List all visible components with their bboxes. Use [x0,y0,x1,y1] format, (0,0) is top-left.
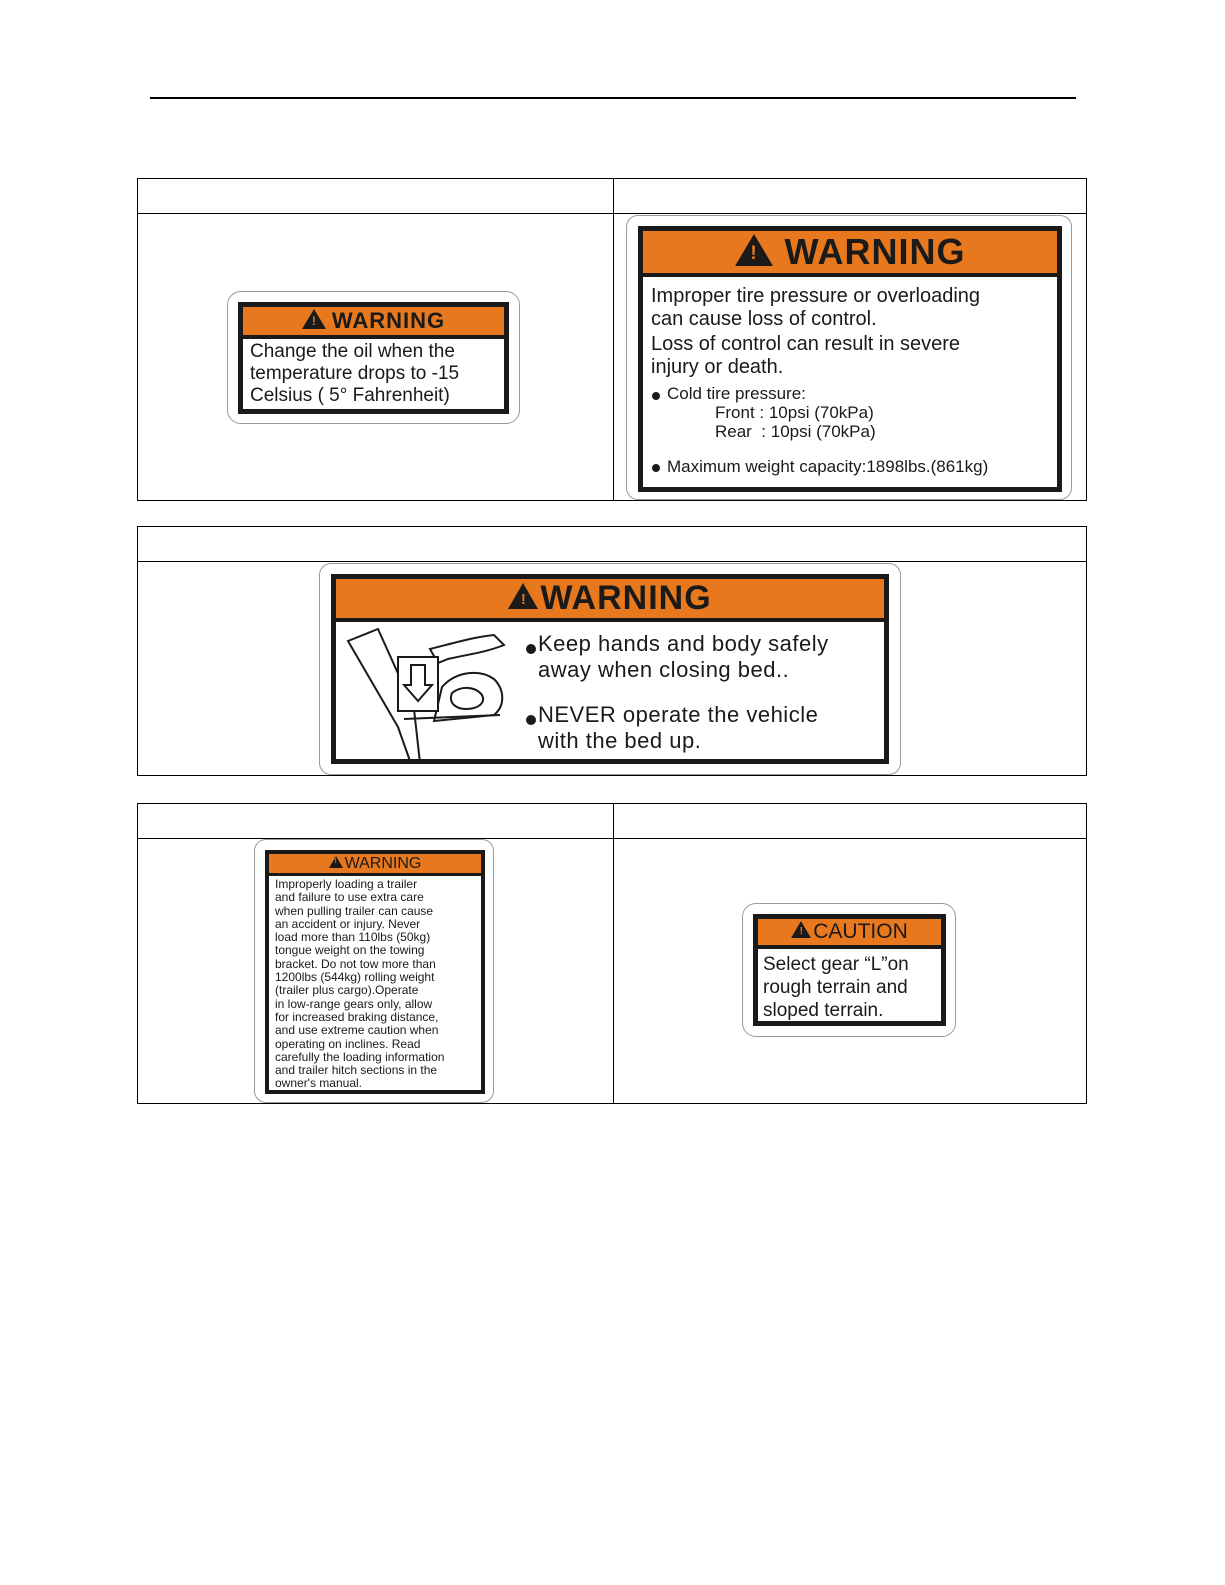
warning-triangle-icon: ! [508,583,538,614]
caution-triangle-icon: ! [791,921,811,943]
table2-header [138,527,1087,562]
oil-warning-text: Change the oil when the temperature drops to -15 Celsius ( 5° Fahrenheit) [250,341,460,406]
oil-signal-word: WARNING [331,308,446,333]
gear-label-cell [614,839,1087,1104]
warning-triangle-icon: ! [329,855,343,873]
bed-warning-sticker [319,563,901,775]
oil-warning-sticker [227,291,520,424]
trailer-label-cell [138,839,614,1104]
trailer-warning-text: Improperly loading a trailer and failure to use extra care when pulling trailer can cause an accident or injury. Never load more than 110lbs (50kg) tongue weight on the towing bracket. Do not tow more than 1200lbs (544kg) rolling weight (trailer plus cargo).Operate in low-range gears only, allow for increased braking distance, and use extreme caution when operating on inclines. Read carefully the loading information and trailer hitch sections in the owner's manual. [275,877,445,1091]
bed-signal-word: WARNING [540,579,712,617]
bed-warning-bullet1: Keep hands and body safely away when closing bed.. [538,631,829,682]
gear-caution-text: Select gear “L”on rough terrain and sloped terrain. [763,954,909,1021]
bullet-dot-icon [526,715,536,725]
bed-pinch-pictogram [344,623,514,763]
table1-header-left [138,179,614,214]
labels-table-2 [137,526,1087,776]
table3-header-right [614,804,1087,839]
tire-warning-line2: Loss of control can result in severe injury or death. [651,333,961,378]
tire-warning-line1: Improper tire pressure or overloading can cause loss of control. [651,285,981,330]
warning-triangle-icon: ! [735,234,773,271]
gear-caution-sticker [742,903,956,1037]
labels-table-1 [137,178,1087,501]
trailer-warning-sticker [254,839,494,1103]
trailer-signal-word: WARNING [344,854,422,872]
tire-pressure-title: Cold tire pressure: [667,384,806,403]
tire-max-weight: Maximum weight capacity:1898lbs.(861kg) [667,457,989,476]
tire-pressure-rear: Rear : 10psi (70kPa) [715,422,876,441]
table1-header-right [614,179,1087,214]
warning-triangle-icon: ! [302,309,326,334]
table3-header-left [138,804,614,839]
oil-label-cell [138,214,614,501]
tire-pressure-front: Front : 10psi (70kPa) [715,403,874,422]
header-rule [150,97,1076,99]
labels-table-3 [137,803,1087,1104]
bullet-dot-icon [652,464,660,472]
tire-label-cell [614,214,1087,501]
gear-signal-word: CAUTION [813,920,908,943]
tire-warning-sticker [626,215,1072,500]
tire-signal-word: WARNING [784,231,966,272]
bullet-dot-icon [526,644,536,654]
bullet-dot-icon [652,392,660,400]
bed-label-cell [138,562,1087,776]
bed-warning-bullet2: NEVER operate the vehicle with the bed up. [538,702,819,753]
